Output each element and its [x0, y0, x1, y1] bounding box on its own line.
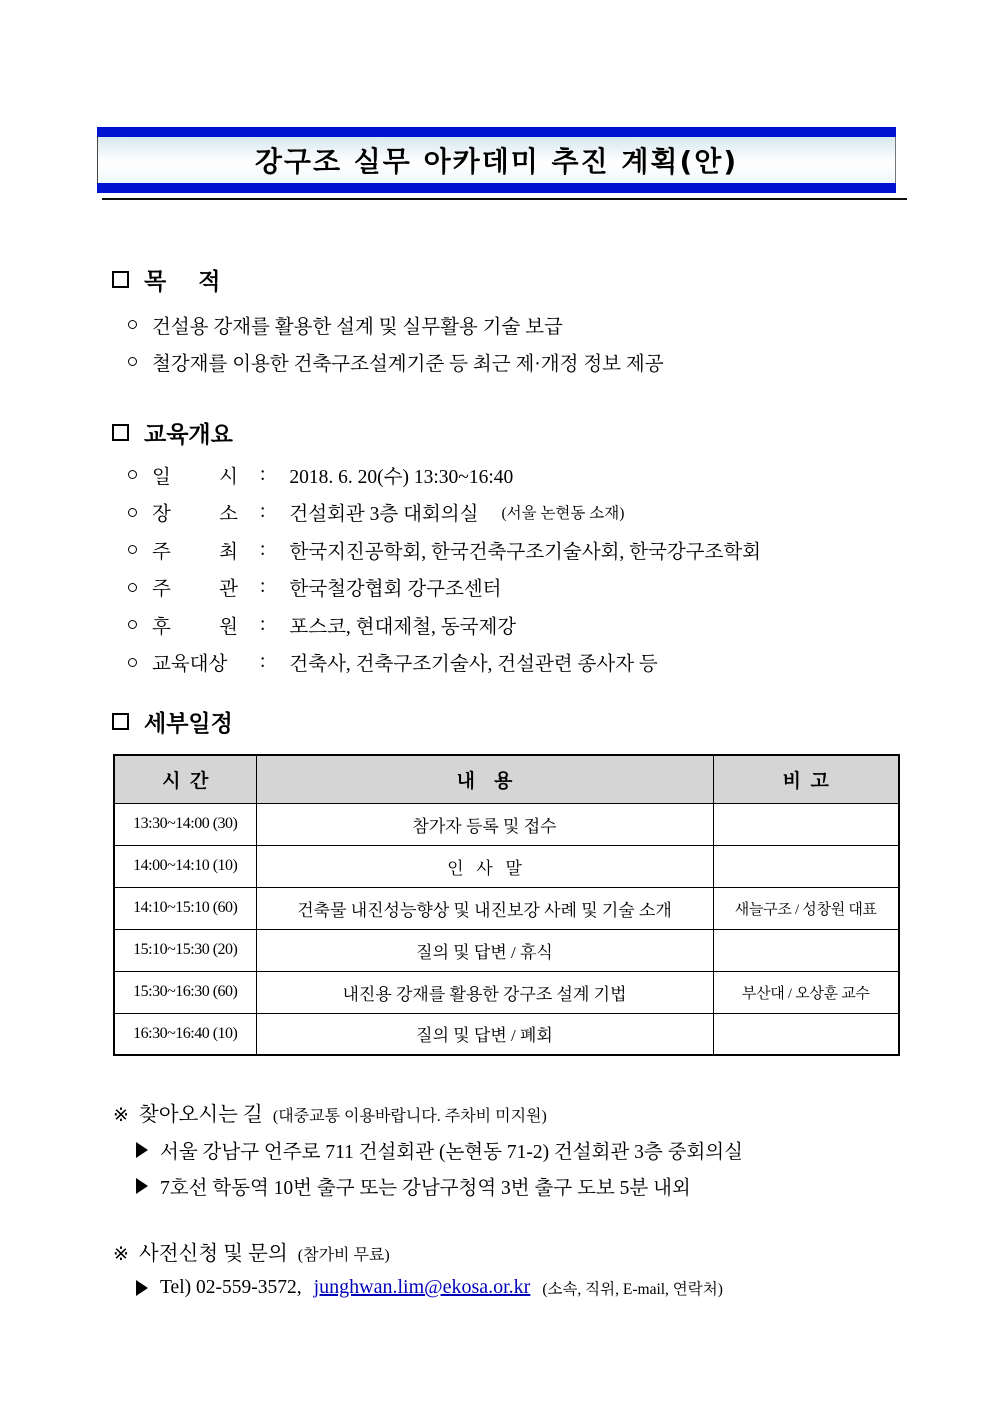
- circle-bullet-icon: [128, 357, 137, 366]
- directions-item-text: 7호선 학동역 10번 출구 또는 강남구청역 3번 출구 도보 5분 내외: [160, 1178, 691, 1199]
- list-item: [128, 494, 784, 532]
- colon: :: [260, 613, 266, 635]
- directions-title-note: (대중교통 이용바랍니다. 주차비 미지원): [272, 1108, 547, 1125]
- directions-item: [136, 1136, 743, 1164]
- circle-bullet-icon: [128, 508, 137, 517]
- circle-bullet-icon: [128, 320, 137, 329]
- arrow-bullet-icon: [136, 1142, 148, 1158]
- content-cell: 내진용 강재를 활용한 강구조 설계 기법: [256, 971, 713, 1013]
- field-label: 장 소: [152, 504, 238, 526]
- table-row: [114, 803, 899, 845]
- time-cell: 14:10~15:10 (60): [114, 887, 256, 929]
- field-label: 일 시: [152, 466, 238, 488]
- field-label: 교육대상: [152, 654, 228, 676]
- colon: :: [260, 501, 266, 523]
- directions-title: 찾아오시는 길: [138, 1104, 263, 1126]
- remark-cell: [713, 929, 899, 971]
- square-bullet-icon: [112, 713, 129, 730]
- registration-heading: [113, 1236, 390, 1266]
- remark-cell: [713, 803, 899, 845]
- remark-cell: [713, 1013, 899, 1055]
- circle-bullet-icon: [128, 620, 137, 629]
- field-value: 2018. 6. 20(수) 13:30~16:40: [289, 466, 514, 488]
- registration-title: 사전신청 및 문의: [138, 1243, 288, 1265]
- list-item: [128, 569, 784, 607]
- colon: :: [260, 651, 266, 673]
- list-item: [128, 531, 784, 569]
- time-cell: 13:30~14:00 (30): [114, 803, 256, 845]
- arrow-bullet-icon: [136, 1178, 148, 1194]
- field-label: 후 원: [152, 616, 238, 638]
- directions-item: [136, 1172, 691, 1200]
- content-cell: 건축물 내진성능향상 및 내진보강 사례 및 기술 소개: [256, 887, 713, 929]
- list-item: [128, 606, 784, 644]
- circle-bullet-icon: [128, 658, 137, 667]
- purpose-heading: [112, 263, 220, 296]
- schedule-heading-label: 세부일정: [144, 711, 233, 737]
- column-header-remark: 비 고: [713, 755, 899, 803]
- banner-top-bar: [97, 127, 896, 137]
- circle-bullet-icon: [128, 470, 137, 479]
- remark-cell: 부산대 / 오상훈 교수: [713, 971, 899, 1013]
- telephone-number: Tel) 02-559-3572,: [160, 1276, 302, 1298]
- field-value: 포스코, 현대제철, 동국제강: [289, 616, 517, 638]
- email-link[interactable]: junghwan.lim@ekosa.or.kr: [313, 1276, 531, 1298]
- overview-list: [128, 456, 784, 681]
- content-cell: 질의 및 답변 / 휴식: [256, 929, 713, 971]
- time-cell: 14:00~14:10 (10): [114, 845, 256, 887]
- square-bullet-icon: [112, 424, 129, 441]
- purpose-item-text: 건설용 강재를 활용한 설계 및 실무활용 기술 보급: [152, 316, 563, 338]
- content-cell: 인 사 말: [256, 845, 713, 887]
- overview-heading: [112, 416, 233, 449]
- banner-bottom-bar: [97, 183, 896, 193]
- directions-heading: [113, 1097, 547, 1127]
- list-item: [128, 644, 784, 682]
- colon: :: [260, 538, 266, 560]
- table-row: [114, 1013, 899, 1055]
- field-label: 주 최: [152, 541, 238, 563]
- column-header-time: 시 간: [114, 755, 256, 803]
- arrow-bullet-icon: [136, 1280, 148, 1296]
- content-cell: 참가자 등록 및 접수: [256, 803, 713, 845]
- schedule-table: [113, 754, 900, 1056]
- reference-mark-icon: ※: [113, 1243, 129, 1265]
- remark-cell: 새늘구조 / 성창원 대표: [713, 887, 899, 929]
- contact-note: (소속, 직위, E-mail, 연락처): [542, 1280, 723, 1298]
- table-header-row: [114, 755, 899, 803]
- purpose-item-text: 철강재를 이용한 건축구조설계기준 등 최근 제·개정 정보 제공: [152, 353, 664, 375]
- table-row: [114, 887, 899, 929]
- time-cell: 15:30~16:30 (60): [114, 971, 256, 1013]
- circle-bullet-icon: [128, 583, 137, 592]
- square-bullet-icon: [112, 271, 129, 288]
- purpose-list: [128, 306, 664, 380]
- table-row: [114, 971, 899, 1013]
- page-title: 강구조 실무 아카데미 추진 계획(안): [254, 145, 739, 178]
- circle-bullet-icon: [128, 545, 137, 554]
- content-cell: 질의 및 답변 / 폐회: [256, 1013, 713, 1055]
- table-row: [114, 929, 899, 971]
- remark-cell: [713, 845, 899, 887]
- contact-line: [136, 1276, 723, 1299]
- registration-title-note: (참가비 무료): [297, 1247, 390, 1264]
- list-item: [128, 456, 784, 494]
- field-value: 한국지진공학회, 한국건축구조기술사회, 한국강구조학회: [289, 541, 762, 563]
- time-cell: 15:10~15:30 (20): [114, 929, 256, 971]
- time-cell: 16:30~16:40 (10): [114, 1013, 256, 1055]
- overview-heading-label: 교육개요: [144, 422, 233, 448]
- column-header-content: 내 용: [256, 755, 713, 803]
- banner-body: [97, 137, 896, 183]
- banner-shadow-line: [102, 198, 907, 200]
- table-row: [114, 845, 899, 887]
- field-note: (서울 논현동 소재): [501, 505, 625, 523]
- colon: :: [260, 463, 266, 485]
- reference-mark-icon: ※: [113, 1104, 129, 1126]
- field-value: 한국철강협회 강구조센터: [289, 579, 502, 601]
- list-item: [128, 306, 664, 343]
- title-banner: [97, 127, 896, 193]
- colon: :: [260, 576, 266, 598]
- directions-item-text: 서울 강남구 언주로 711 건설회관 (논현동 71-2) 건설회관 3층 중회의실: [160, 1142, 743, 1163]
- field-value: 건축사, 건축구조기술사, 건설관련 종사자 등: [289, 654, 658, 676]
- field-label: 주 관: [152, 579, 238, 601]
- field-value: 건설회관 3층 대회의실: [289, 504, 479, 526]
- schedule-heading: [112, 705, 233, 738]
- purpose-heading-label: 목 적: [144, 269, 221, 295]
- list-item: [128, 343, 664, 380]
